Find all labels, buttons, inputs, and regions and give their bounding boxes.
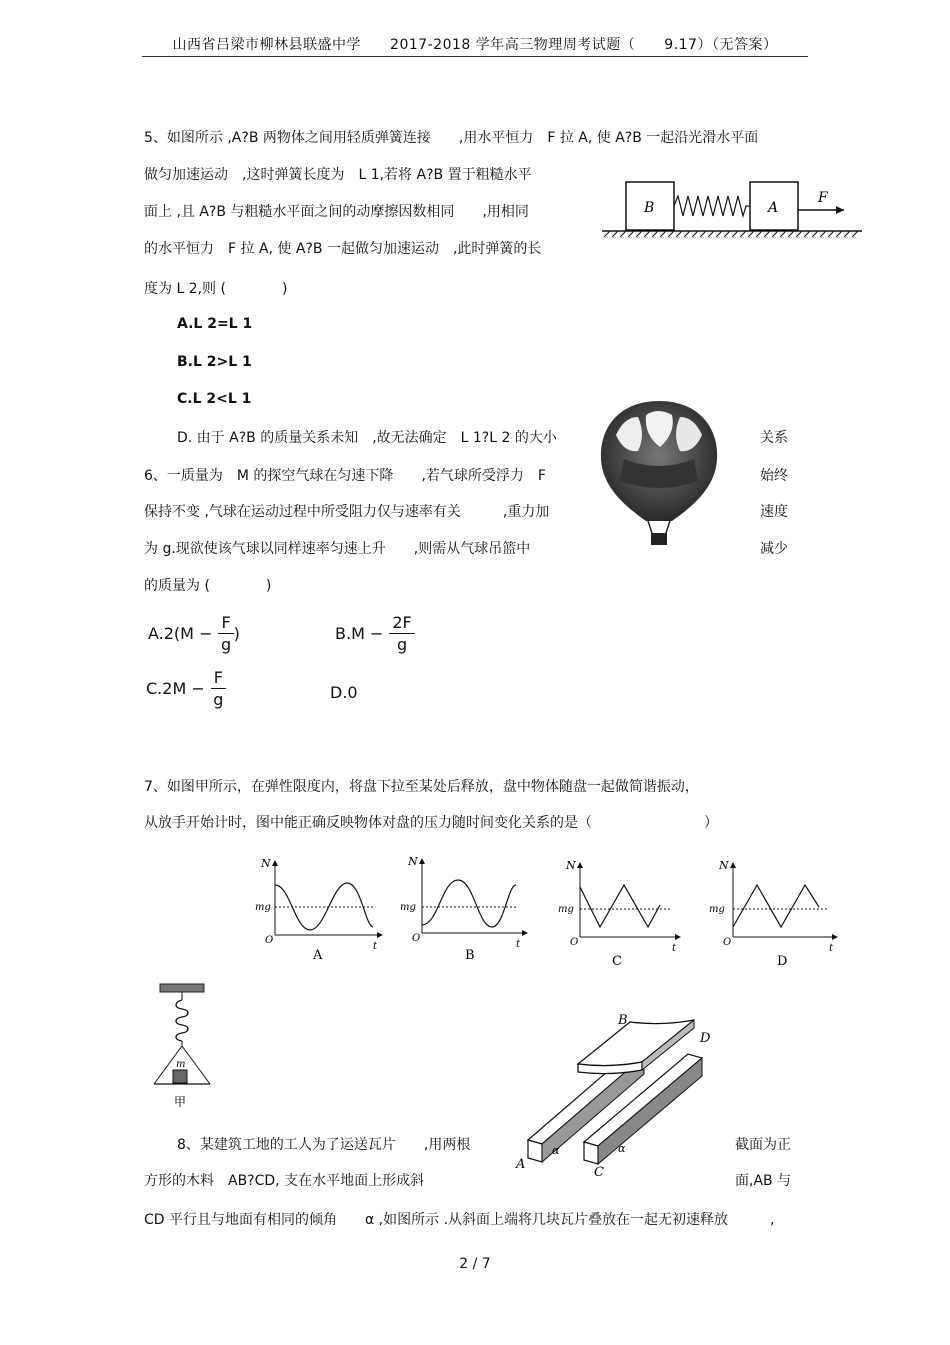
block-b-label: B bbox=[644, 200, 655, 216]
graph-b-caption: B bbox=[465, 948, 475, 963]
q8-line-1: 8、某建筑工地的工人为了运送瓦片 ,用两根 bbox=[177, 1137, 471, 1153]
q8-right-word-2: 面,AB 与 bbox=[735, 1173, 792, 1189]
q8-line-3: CD 平行且与地面有相同的倾角 α ,如图所示 .从斜面上端将几块瓦片叠放在一起无初速释放 , bbox=[144, 1212, 775, 1228]
graph-c-caption: C bbox=[612, 954, 622, 969]
q6-line-3: 为 g.现欲使该气球以同样速率匀速上升 ,则需从气球吊篮中 bbox=[144, 541, 531, 557]
q6-line-2: 保持不变 ,气球在运动过程中所受阻力仅与速率有关 ,重力加 bbox=[144, 504, 550, 520]
graph-a-origin-label: O bbox=[265, 935, 274, 946]
graph-d bbox=[709, 859, 835, 969]
q6-line-4: 的质量为 ( ) bbox=[144, 578, 272, 594]
graph-b-y-label: N bbox=[408, 855, 418, 868]
label-d: D bbox=[700, 1031, 711, 1046]
q6-option-c bbox=[146, 668, 226, 711]
page-header: 山西省吕梁市柳林县联盛中学 2017-2018 学年高三物理周考试题（ 9.17）（无答案） bbox=[172, 37, 778, 53]
graph-d-x-label: t bbox=[829, 943, 834, 954]
graph-a-y-label: N bbox=[261, 857, 271, 870]
q6-option-a-denominator: g bbox=[220, 635, 232, 654]
q6-option-a-suffix: ) bbox=[233, 624, 240, 643]
q6-option-c-fraction bbox=[211, 668, 226, 711]
q6-option-b-numerator: 2F bbox=[389, 613, 414, 634]
graph-b-mg-label: mg bbox=[400, 902, 416, 913]
q7-graphs-figure bbox=[255, 855, 845, 970]
q6-option-c-numerator: F bbox=[211, 668, 226, 689]
graph-d-y-label: N bbox=[719, 859, 729, 872]
q6-option-d: D.0 bbox=[330, 683, 358, 702]
q6-option-b-denominator: g bbox=[396, 635, 408, 654]
graph-b-x-label: t bbox=[516, 939, 521, 950]
force-arrowhead bbox=[836, 206, 844, 214]
header-rule bbox=[142, 56, 808, 57]
q6-option-a-fraction bbox=[218, 613, 233, 656]
q7-line-1: 7、如图甲所示，在弹性限度内，将盘下拉至某处后释放，盘中物体随盘一起做简谐振动， bbox=[144, 779, 699, 795]
q6-option-a bbox=[148, 613, 240, 656]
graph-b bbox=[400, 855, 525, 963]
q6-right-word-2: 速度 bbox=[760, 504, 788, 520]
q5-option-a: A.L 2=L 1 bbox=[177, 316, 253, 332]
graph-c-mg-label: mg bbox=[558, 904, 574, 915]
graph-a-x-label: t bbox=[373, 941, 378, 952]
spring-pan-figure bbox=[148, 982, 218, 1110]
q6-option-c-prefix: C.2M − bbox=[146, 679, 205, 698]
q6-option-b-fraction bbox=[389, 613, 414, 656]
q5-line-3: 面上 ,且 A?B 与粗糙水平面之间的动摩擦因数相同 ,用相同 bbox=[144, 204, 529, 220]
graph-d-origin-label: O bbox=[723, 937, 732, 948]
q6-option-b bbox=[335, 613, 415, 656]
q5-line-2: 做匀加速运动 ,这时弹簧长度为 L 1,若将 A?B 置于粗糙水平 bbox=[144, 167, 532, 183]
q6-line-1: 6、一质量为 M 的探空气球在匀速下降 ,若气球所受浮力 F bbox=[144, 468, 546, 484]
q7-line-2: 从放手开始计时，图中能正确反映物体对盘的压力随时间变化关系的是（ ） bbox=[144, 815, 718, 831]
ground-hatch bbox=[604, 231, 858, 237]
beams-tiles-figure bbox=[512, 1012, 722, 1180]
hot-air-balloon-image bbox=[594, 395, 724, 550]
q6-option-c-denominator: g bbox=[213, 690, 224, 709]
label-b: B bbox=[618, 1013, 628, 1028]
q8-line-2: 方形的木料 AB?CD, 支在水平地面上形成斜 bbox=[144, 1173, 425, 1189]
q5-line-4: 的水平恒力 F 拉 A, 使 A?B 一起做匀加速运动 ,此时弹簧的长 bbox=[144, 241, 542, 257]
mass-label: m bbox=[176, 1059, 186, 1070]
force-label: F bbox=[818, 190, 828, 206]
q8-right-word-1: 截面为正 bbox=[735, 1137, 791, 1153]
graph-a bbox=[255, 857, 380, 963]
graph-c-origin-label: O bbox=[570, 937, 579, 948]
block-a-label: A bbox=[768, 200, 779, 216]
q6-right-word-1: 始终 bbox=[760, 468, 788, 484]
q5-line-1: 5、如图所示 ,A?B 两物体之间用轻质弹簧连接 ,用水平恒力 F 拉 A, 使 A?B 一起沿光滑水平面 bbox=[144, 130, 759, 146]
page-number: 2 / 7 bbox=[459, 1256, 491, 1272]
spring bbox=[674, 196, 750, 216]
graph-a-mg-label: mg bbox=[255, 902, 271, 913]
q5-spring-blocks-figure bbox=[600, 178, 865, 240]
graph-c-x-label: t bbox=[672, 943, 677, 954]
q5-option-d: D. 由于 A?B 的质量关系未知 ,故无法确定 L 1?L 2 的大小 bbox=[177, 430, 557, 446]
q6-option-b-prefix: B.M − bbox=[335, 624, 384, 643]
label-a: A bbox=[516, 1157, 526, 1172]
q5-option-c: C.L 2<L 1 bbox=[177, 391, 252, 407]
label-c: C bbox=[594, 1165, 604, 1180]
graph-b-origin-label: O bbox=[412, 933, 421, 944]
figure-jia-caption: 甲 bbox=[174, 1095, 187, 1109]
q6-right-word-3: 减少 bbox=[760, 541, 788, 557]
graph-d-mg-label: mg bbox=[709, 904, 725, 915]
q5-right-word: 关系 bbox=[760, 430, 788, 446]
alpha-label-1: α bbox=[552, 1144, 560, 1157]
q6-option-a-prefix: A.2(M − bbox=[148, 624, 213, 643]
alpha-label-2: α bbox=[618, 1142, 626, 1155]
q5-option-b: B.L 2>L 1 bbox=[177, 354, 252, 370]
q6-option-a-numerator: F bbox=[218, 613, 233, 634]
graph-c-y-label: N bbox=[566, 859, 576, 872]
q5-line-5: 度为 L 2,则 ( ) bbox=[144, 281, 288, 297]
graph-d-caption: D bbox=[777, 954, 788, 969]
graph-c bbox=[558, 859, 678, 969]
graph-a-caption: A bbox=[313, 948, 323, 963]
